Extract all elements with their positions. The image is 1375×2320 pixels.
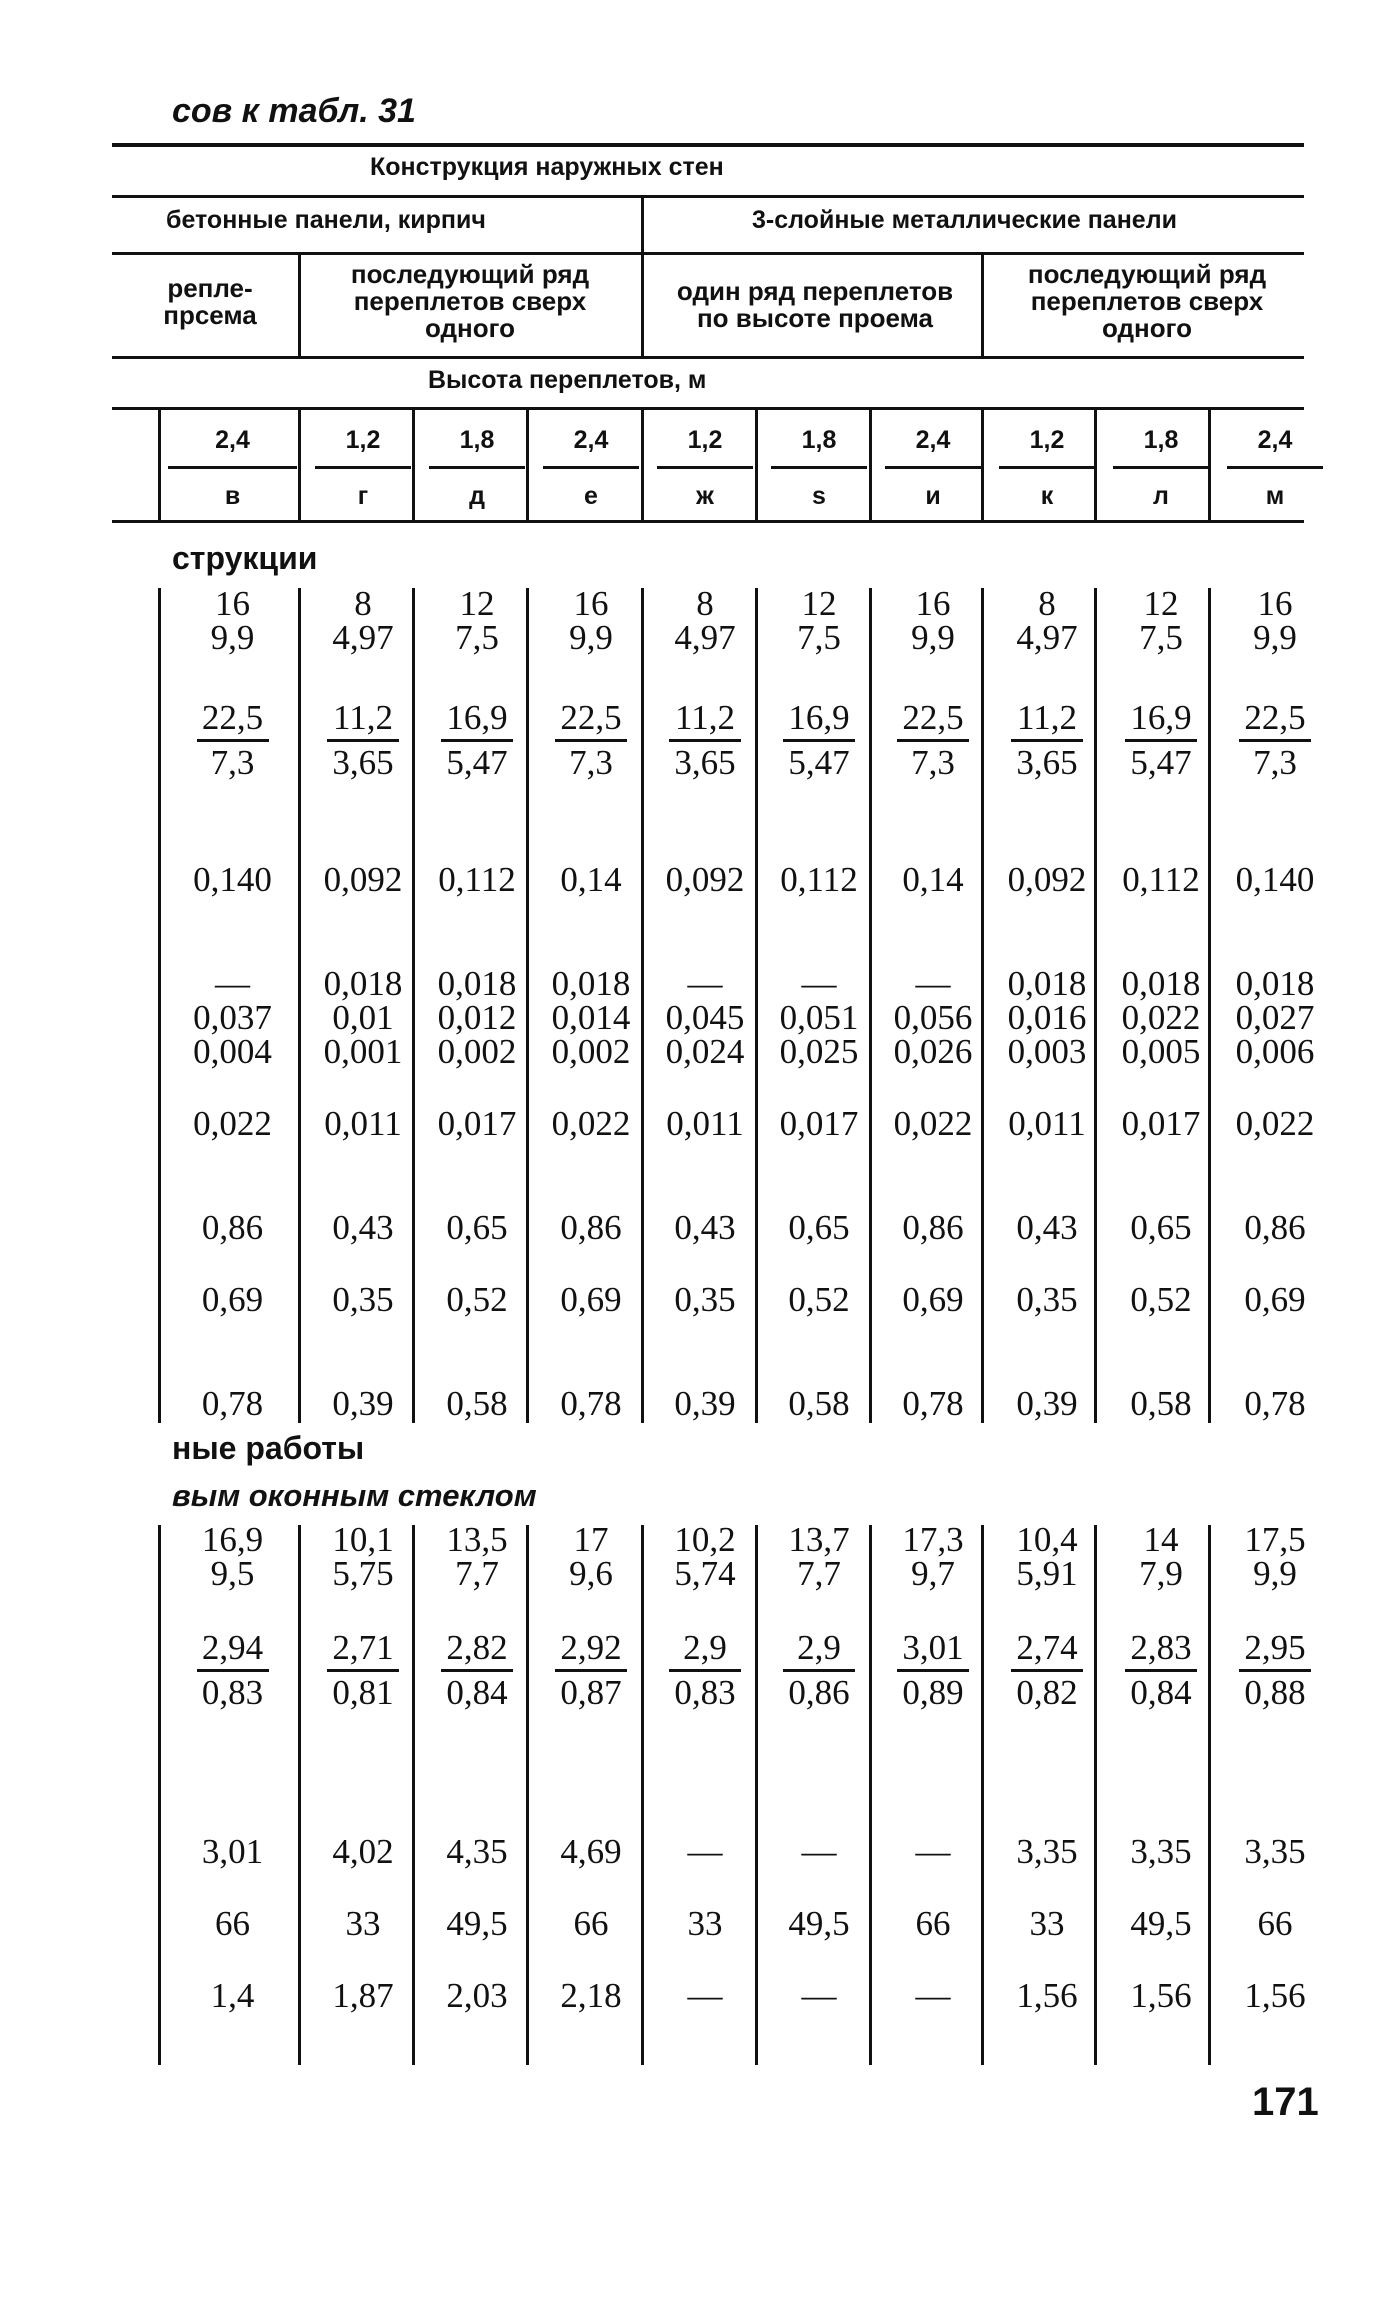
value-top: 10,4 [1016,1520,1078,1559]
value-bottom: 9,9 [911,618,955,657]
fraction-bar [441,1669,513,1672]
ratio [307,700,419,781]
ratio [535,1630,647,1711]
value: 0,012 [437,998,517,1037]
value: 0,14 [902,860,964,899]
value-bottom: 5,75 [332,1554,394,1593]
value: 0,52 [788,1280,850,1319]
value: 0,39 [1016,1384,1078,1423]
height-underline [885,466,981,469]
value: 1,56 [1244,1976,1306,2015]
value-bottom: 9,7 [911,1554,955,1593]
value: 0,016 [1007,998,1087,1037]
ratio-numerator: 2,95 [1244,1628,1306,1667]
fraction-bar [669,739,741,742]
ratio-numerator: 22,5 [560,698,622,737]
value: 0,01 [332,998,394,1037]
height-value: 1,2 [1029,426,1065,454]
ratio [160,700,305,781]
value-top: 16 [215,584,250,623]
ratio [421,700,533,781]
value: 0,092 [1007,860,1087,899]
ratio [1105,1630,1217,1711]
value: 0,027 [1235,998,1315,1037]
ratio-denominator: 0,84 [446,1673,508,1712]
column-letter: д [469,482,485,510]
value: 0,65 [788,1208,850,1247]
ratio-denominator: 7,3 [569,743,613,782]
value: 0,018 [437,964,517,1003]
ratio-denominator: 0,82 [1016,1673,1078,1712]
ratio-denominator: 0,86 [788,1673,850,1712]
value: 0,056 [893,998,973,1037]
value: 0,52 [446,1280,508,1319]
ratio [763,1630,875,1711]
value: 0,35 [674,1280,736,1319]
value: 0,026 [893,1032,973,1071]
value-bottom: 7,7 [797,1554,841,1593]
value-top: 12 [1143,584,1179,623]
value: 0,58 [1130,1384,1192,1423]
value: 0,017 [1121,1104,1201,1143]
value: 3,35 [1130,1832,1192,1871]
value: 0,018 [1235,964,1315,1003]
ratio-numerator: 11,2 [675,698,735,737]
subheader-4: последующий ряд переплетов сверх одного [1027,259,1267,343]
value-top: 13,5 [446,1520,508,1559]
ratio-numerator: 16,9 [788,698,850,737]
value: 3,35 [1016,1832,1078,1871]
value: — [915,964,951,1003]
height-underline [168,466,297,469]
height-value: 2,4 [215,426,250,454]
value: 0,78 [560,1384,622,1423]
value-bottom: 4,97 [674,618,736,657]
height-value: 1,2 [687,426,723,454]
value: 0,018 [323,964,403,1003]
value: 0,39 [674,1384,736,1423]
section-2-title: ные работы [172,1430,365,1466]
value: — [915,1832,951,1871]
value-bottom: 4,97 [1016,618,1078,657]
height-underline [657,466,753,469]
value-top: 8 [696,584,714,623]
value: 4,69 [560,1832,622,1871]
value: 66 [573,1904,609,1943]
value: 0,002 [551,1032,631,1071]
value: 0,35 [332,1280,394,1319]
value: 0,014 [551,998,631,1037]
value: 0,011 [324,1104,402,1143]
value: 0,025 [779,1032,859,1071]
value: — [215,964,250,1003]
ratio-numerator: 2,9 [683,1628,727,1667]
fraction-bar [1239,739,1311,742]
ratio-numerator: 11,2 [333,698,393,737]
value: 33 [345,1904,381,1943]
value: 0,003 [1007,1032,1087,1071]
value: 66 [915,1904,951,1943]
ratio-numerator: 22,5 [902,698,964,737]
section-1-title: струкции [172,540,318,576]
height-value: 1,2 [345,426,381,454]
value-bottom: 9,5 [210,1554,255,1593]
ratio-denominator: 7,3 [210,743,255,782]
value: — [687,1832,723,1871]
value: 0,43 [674,1208,736,1247]
value: 4,02 [332,1832,394,1871]
value-top: 17,3 [902,1520,964,1559]
value-bottom: 9,9 [569,618,613,657]
ratio [991,700,1103,781]
value: 0,140 [1235,860,1315,899]
value-bottom: 9,9 [1253,618,1297,657]
rule-2 [112,195,1304,198]
value-top: 10,2 [674,1520,736,1559]
ratio-numerator: 2,82 [446,1628,508,1667]
ratio [877,700,989,781]
value: 49,5 [1130,1904,1192,1943]
value: 0,037 [193,998,272,1037]
subheader-1: репле- прсема [163,273,257,330]
value-top: 12 [459,584,495,623]
ratio-numerator: 2,74 [1016,1628,1078,1667]
value-bottom: 7,9 [1139,1554,1183,1593]
value: — [801,1832,837,1871]
value: 0,092 [323,860,403,899]
value: 0,86 [1244,1208,1306,1247]
ratio-denominator: 0,89 [902,1673,964,1712]
ratio-denominator: 0,83 [674,1673,736,1712]
ratio [307,1630,419,1711]
value-top: 13,7 [788,1520,850,1559]
value: 0,022 [1235,1104,1315,1143]
value-bottom: 7,7 [455,1554,499,1593]
height-underline [543,466,639,469]
rule-4 [112,356,1304,359]
value: 0,35 [1016,1280,1078,1319]
fraction-bar [327,1669,399,1672]
value-bottom: 4,97 [332,618,394,657]
value: 49,5 [788,1904,850,1943]
value-bottom: 5,74 [674,1554,736,1593]
value: 1,56 [1016,1976,1078,2015]
fraction-bar [441,739,513,742]
value: 1,4 [210,1976,255,2015]
ratio [763,700,875,781]
value: 0,002 [437,1032,517,1071]
value: 49,5 [446,1904,508,1943]
value: 0,78 [201,1384,264,1423]
value: 0,001 [323,1032,403,1071]
ratio [160,1630,305,1711]
value: 0,65 [446,1208,508,1247]
ratio-denominator: 0,84 [1130,1673,1192,1712]
fraction-bar [1125,739,1197,742]
value: 0,52 [1130,1280,1192,1319]
value: 0,78 [1244,1384,1306,1423]
column-letter: в [224,482,241,510]
divider-sub-3 [981,255,984,356]
ratio-numerator: 2,83 [1130,1628,1192,1667]
height-value: 1,8 [1143,426,1179,454]
value-top: 16 [573,584,609,623]
height-value: 1,8 [459,426,495,454]
fraction-bar [555,1669,627,1672]
value: 0,86 [902,1208,964,1247]
ratio-numerator: 22,5 [1244,698,1306,737]
value-top: 16,9 [201,1520,264,1559]
ratio [649,1630,761,1711]
height-underline [315,466,411,469]
value: 0,022 [893,1104,973,1143]
fraction-bar [1011,1669,1083,1672]
value: 0,58 [788,1384,850,1423]
ratio-denominator: 0,83 [201,1673,264,1712]
value-bottom: 7,5 [797,618,841,657]
ratio-denominator: 0,88 [1244,1673,1306,1712]
value: 0,43 [332,1208,394,1247]
value-bottom: 9,9 [210,618,255,657]
ratio-numerator: 2,9 [797,1628,841,1667]
ratio-denominator: 0,81 [332,1673,394,1712]
value: 1,87 [332,1976,394,2015]
value-bottom: 5,91 [1016,1554,1078,1593]
column-letter: s [812,482,826,510]
rule-top [112,143,1304,147]
value-bottom: 9,9 [1253,1554,1297,1593]
value: — [687,964,723,1003]
value: 0,022 [193,1104,272,1143]
value: 4,35 [446,1832,508,1871]
value: 0,86 [201,1208,264,1247]
ratio [535,700,647,781]
ratio [877,1630,989,1711]
value-top: 8 [1038,584,1056,623]
height-value: 2,4 [1257,426,1293,454]
value: 0,051 [779,998,859,1037]
rule-5 [112,407,1304,410]
value: 3,01 [201,1832,264,1871]
ratio-denominator: 7,3 [911,743,955,782]
header-group-1: бетонные панели, кирпич [166,206,486,234]
value: 66 [215,1904,250,1943]
value: — [801,964,837,1003]
fraction-bar [197,1669,269,1672]
value: 0,004 [193,1032,272,1071]
value: 0,58 [446,1384,508,1423]
ratio [1105,700,1217,781]
value: 0,112 [438,860,516,899]
ratio-numerator: 16,9 [446,698,508,737]
value-top: 8 [354,584,372,623]
value: — [687,1976,723,2015]
value-top: 16 [915,584,951,623]
height-underline [429,466,525,469]
value: 0,140 [193,860,272,899]
ratio-denominator: 5,47 [1130,743,1192,782]
ratio-denominator: 3,65 [1016,743,1078,782]
ratio [1219,700,1331,781]
ratio-numerator: 11,2 [1017,698,1077,737]
value-top: 10,1 [332,1520,394,1559]
header-group-2: 3-слойные металлические панели [752,206,1177,234]
value-top: 12 [801,584,837,623]
rule-6 [112,520,1304,523]
value: 0,69 [902,1280,964,1319]
value-bottom: 9,6 [569,1554,613,1593]
value: 66 [1257,1904,1293,1943]
fraction-bar [197,739,269,742]
value: 33 [687,1904,723,1943]
divider-sub-1 [298,255,301,356]
column-letter: ж [696,482,714,510]
value-bottom: 7,5 [1139,618,1183,657]
value: 0,024 [665,1032,745,1071]
fraction-bar [897,739,969,742]
value: 0,112 [780,860,858,899]
value: 0,011 [666,1104,744,1143]
value: 33 [1029,1904,1065,1943]
value-top: 17 [573,1520,609,1559]
fraction-bar [1011,739,1083,742]
value: 0,018 [1007,964,1087,1003]
value: 0,006 [1235,1032,1315,1071]
ratio-denominator: 5,47 [788,743,850,782]
column-letter: л [1153,482,1169,510]
value: 2,18 [560,1976,622,2015]
value: 0,39 [332,1384,394,1423]
height-underline [1113,466,1209,469]
ratio [991,1630,1103,1711]
column-letter: е [584,482,598,510]
value: 0,112 [1122,860,1200,899]
rule-3 [112,252,1304,255]
ratio-numerator: 2,71 [332,1628,394,1667]
value: — [801,1976,837,2015]
ratio-numerator: 22,5 [201,698,264,737]
value: 0,86 [560,1208,622,1247]
value: 0,092 [665,860,745,899]
value: 0,011 [1008,1104,1086,1143]
ratio-denominator: 7,3 [1253,743,1297,782]
value: 0,65 [1130,1208,1192,1247]
ratio-numerator: 16,9 [1130,698,1192,737]
ratio [421,1630,533,1711]
fraction-bar [1239,1669,1311,1672]
fraction-bar [783,1669,855,1672]
fraction-bar [669,1669,741,1672]
ratio [1219,1630,1331,1711]
ratio-denominator: 3,65 [674,743,736,782]
fraction-bar [555,739,627,742]
ratio-numerator: 2,92 [560,1628,622,1667]
page-header: сов к табл. 31 [172,92,416,130]
value: 0,69 [201,1280,264,1319]
value-top: 17,5 [1244,1520,1306,1559]
header-main: Конструкция наружных стен [370,153,724,181]
column-letter: м [1265,482,1285,510]
ratio-numerator: 3,01 [902,1628,964,1667]
ratio [649,700,761,781]
subheader-2: последующий ряд переплетов сверх одного [350,259,590,343]
height-underline [771,466,867,469]
value-bottom: 7,5 [455,618,499,657]
value: — [915,1976,951,2015]
value: 0,017 [437,1104,517,1143]
value: 3,35 [1244,1832,1306,1871]
height-value: 2,4 [915,426,951,454]
value: 0,005 [1121,1032,1201,1071]
value: 0,017 [779,1104,859,1143]
value: 0,69 [560,1280,622,1319]
height-value: 2,4 [573,426,609,454]
value: 0,045 [665,998,745,1037]
value: 2,03 [446,1976,508,2015]
value: 0,022 [1121,998,1201,1037]
value-top: 16 [1257,584,1293,623]
value: 0,78 [902,1384,964,1423]
value: 0,022 [551,1104,631,1143]
page-number: 171 [1252,2080,1319,2124]
ratio-denominator: 0,87 [560,1673,622,1712]
fraction-bar [897,1669,969,1672]
height-underline [999,466,1095,469]
fraction-bar [327,739,399,742]
value: 0,14 [560,860,622,899]
value: 0,018 [1121,964,1201,1003]
value: 0,018 [551,964,631,1003]
fraction-bar [783,739,855,742]
value-top: 14 [1143,1520,1179,1559]
divider-groups [641,198,644,356]
value: 0,43 [1016,1208,1078,1247]
height-value: 1,8 [801,426,837,454]
ratio-numerator: 2,94 [201,1628,264,1667]
column-letter: и [925,482,941,510]
subheader-3: один ряд переплетов по высоте проема [676,276,954,333]
section-2-subtitle: вым оконным стеклом [172,1478,537,1513]
column-letter: к [1040,482,1054,510]
value: 0,69 [1244,1280,1306,1319]
fraction-bar [1125,1669,1197,1672]
ratio-denominator: 3,65 [332,743,394,782]
height-label: Высота переплетов, м [428,366,707,394]
column-letter: г [357,482,369,510]
value: 1,56 [1130,1976,1192,2015]
ratio-denominator: 5,47 [446,743,508,782]
height-underline [1227,466,1323,469]
